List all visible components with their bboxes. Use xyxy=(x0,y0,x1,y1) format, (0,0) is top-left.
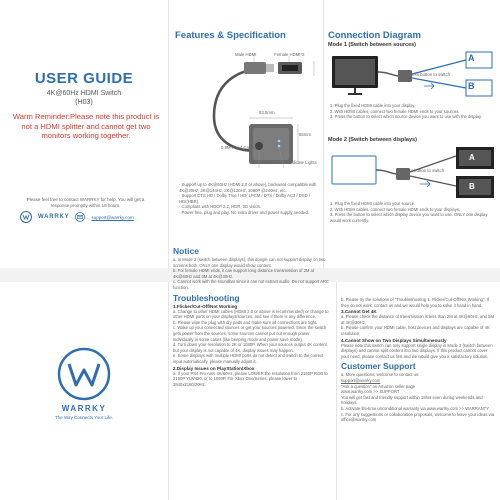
features-heading: Features & Specification xyxy=(175,30,286,41)
suggestion-item: c. For any suggestions or collaboration proposals, welcome to leave your ideas via office@warrky.com xyxy=(341,411,494,423)
source-box xyxy=(332,156,376,184)
issue-item: a. Please check the distance of transmission is less than 2M at 4K@60Hz, and 5M at 4K@30Hz. xyxy=(341,314,494,325)
label-fixed-cable: 0.9M Fixed Cable xyxy=(221,145,255,150)
issue-item: b. Please confirm your HDMI cable, host devices and displays are capable of 4K resolution. xyxy=(341,325,490,336)
source-b-label: B xyxy=(468,81,475,91)
intro-text: b. Please try the solutions of "Troubleshooting 1. Flicker/Cut-Off/Not Working". If they do not work, contact us and we would help you to solve it hand in hand. xyxy=(341,297,490,308)
label-female-hdmi: Female HDMI*2 xyxy=(274,52,305,57)
feature-item: · Support DTS HD / Dolby True / HD/ LPCM / DTS / Dolby AC3 / DSD / HDr(HBR). xyxy=(179,193,311,204)
step-item: 1. Plug the fixed HDMI cable into your source. xyxy=(330,201,416,206)
brand-name: WARRKY xyxy=(38,214,70,220)
select-button-icon xyxy=(255,142,263,150)
step-item: 3. Press the button to select which source device you want to use with the display. xyxy=(330,114,482,120)
label-male-hdmi: Male HDMI xyxy=(235,52,257,57)
step-item: 2. With HDMI cables, connect two female HDMI ends to your sources. xyxy=(330,108,460,114)
contact-note: Please feel free to contact WARRKY for help. You will get a response promptly within 18 hours. xyxy=(26,197,145,208)
connection-panel xyxy=(323,0,500,268)
step-item: 1. Plug the fixed HDMI cable into your display. xyxy=(330,103,416,108)
warrky-logo-icon xyxy=(20,211,32,223)
support-item: "Ask a question" on Amazon seller page xyxy=(341,383,416,389)
label-width: 53.5mm xyxy=(259,110,275,115)
brand-wordmark: WARRKY xyxy=(61,404,107,413)
feature-item: · Compliant with HDCP 2.2, HDR, 3D vision. xyxy=(179,204,262,210)
brand-slogan: The Way Connects Your Life. xyxy=(54,415,114,420)
step-item: 2. With HDMI cables, connect two female HDMI ends to your displays. xyxy=(330,206,461,212)
step-item: 3. Press the button to select which display device you want to use. ONLY one display would work currently. xyxy=(330,212,488,223)
male-hdmi-plug xyxy=(244,62,266,74)
mode2-title: Mode 2 (Switch between displays) xyxy=(328,137,417,143)
issue-title: 3.Cannot Get 4K xyxy=(341,309,377,315)
notice-item: c. Cannot work with the soundbar since it can not extract audio. Do not support ARC function. xyxy=(173,279,329,290)
notice-item: b. For female HDMI ends, it can support long distance transmission of 2M at 4K@60Hz and 5M at 4K@30Hz. xyxy=(173,268,315,279)
mail-icon xyxy=(75,212,85,222)
feature-item: · Power free, plug and play. No extra driver and power supply needed. xyxy=(179,209,309,215)
issue-title: 4.Cannot Show on Two Displays Simultaneously xyxy=(341,337,447,343)
support-email-link[interactable]: support@warrky.com xyxy=(341,377,381,383)
issue-item: Please note this switch can only support single display in Mode 2 (switch between displays) and cannot split content into two displays. If this product cannot cover your need, please contact us first and we would give you a satisfactory solution. xyxy=(341,342,493,359)
support-column xyxy=(341,297,495,423)
cover-panel xyxy=(0,0,168,268)
issue-item: c. Wake up your connected sources or get your sources powered. Since the switch gets power from the sources, some sources cannot put out enough power individually in some cases (like beeping mode and power save mode). xyxy=(173,325,327,342)
brand-row xyxy=(20,211,150,223)
notice-column xyxy=(173,244,331,387)
mode2-steps xyxy=(330,201,495,223)
press-switch-label-2: Press button to switch xyxy=(402,168,445,173)
issue-item: e. Some displays with multiple HDMI ports do not detect and switch to the correct input automatically, please manually adjust it. xyxy=(173,353,324,364)
support-email-link[interactable]: support@warrky.com xyxy=(91,214,134,220)
notice-item: a. In Mode 2 (switch between displays), this dongle can not support display on two screens both. ONLY one display would show content. xyxy=(173,257,326,268)
warranty-item: b. Activate life-time unconditional warranty via www.warrky.com >> WARRANTY xyxy=(341,405,490,411)
feature-list xyxy=(179,182,319,216)
support-item: a. More questions, welcome to contact us: xyxy=(341,372,420,378)
display-a-label: A xyxy=(469,153,475,162)
issue-title: 2.Display Issues on PlayStation/Xbox xyxy=(173,365,255,371)
issue-item: a. If your PS4 Pro runs 4K/60Hz, please LOWER the resolution from 2160P RGB to 2160P YUV420, or to 1080P. For Xbox One/Series, please lower to 3840x2160/20Hz. xyxy=(173,370,328,387)
switch-product-diagram xyxy=(174,46,319,176)
features-panel xyxy=(168,0,323,268)
guide-title: USER GUIDE xyxy=(34,70,134,87)
warrky-large-logo-icon xyxy=(57,347,111,401)
troubleshooting-heading: Troubleshooting xyxy=(173,292,240,303)
source-a-label: A xyxy=(468,53,475,63)
label-indicator-lights: Indicate Lights xyxy=(289,160,317,165)
press-switch-label-1: Press button to switch xyxy=(408,72,451,77)
support-site-link[interactable]: www.warrky.com >> SUPPORT xyxy=(341,389,400,395)
guide-subtitle: 4K@60Hz HDMI Switch xyxy=(46,90,122,97)
support-heading: Customer Support xyxy=(341,361,416,372)
issue-item: d. Turn down your resolution to 2K or 1080P. When your sources output 4K content but your display is not capable of 4K, display issues may happen. xyxy=(173,342,327,353)
issue-item: a. Change to other HDMI cables (HDMI 2.0 or above is recommended) or change to other HDMI ports on your displays/sources, and see if there is any difference. xyxy=(173,308,329,320)
label-height: 55mm xyxy=(299,132,311,137)
label-select-button: Select Button xyxy=(249,160,275,165)
issue-item: b. Please wipe the plug with dry pads and make sure all connections are tight. xyxy=(173,319,318,325)
mode1-title: Mode 1 (Switch between sources) xyxy=(328,42,417,48)
feature-item: · Support up to 4K@60Hz (HDMI 2.0 or above), backward compatible with 4K@30Hz, 2K@144Hz, 2K@120Hz, 1080P @240Hz, etc. xyxy=(179,182,317,193)
connection-heading: Connection Diagram xyxy=(328,30,421,41)
issue-title: 1.Flicker/Cut-Off/Not Working xyxy=(173,303,238,309)
warm-reminder: Warm Reminder:Please note this product is not a HDMI splitter and cannot get two monitors working together. xyxy=(12,112,160,140)
notice-heading: Notice xyxy=(173,246,199,256)
guide-model: (H03) xyxy=(75,99,93,106)
mode1-steps xyxy=(330,103,495,120)
display-b-label: B xyxy=(469,182,475,191)
support-item: You will get fast and friendly support within 18hrs even during weekends and holidays. xyxy=(341,394,483,406)
